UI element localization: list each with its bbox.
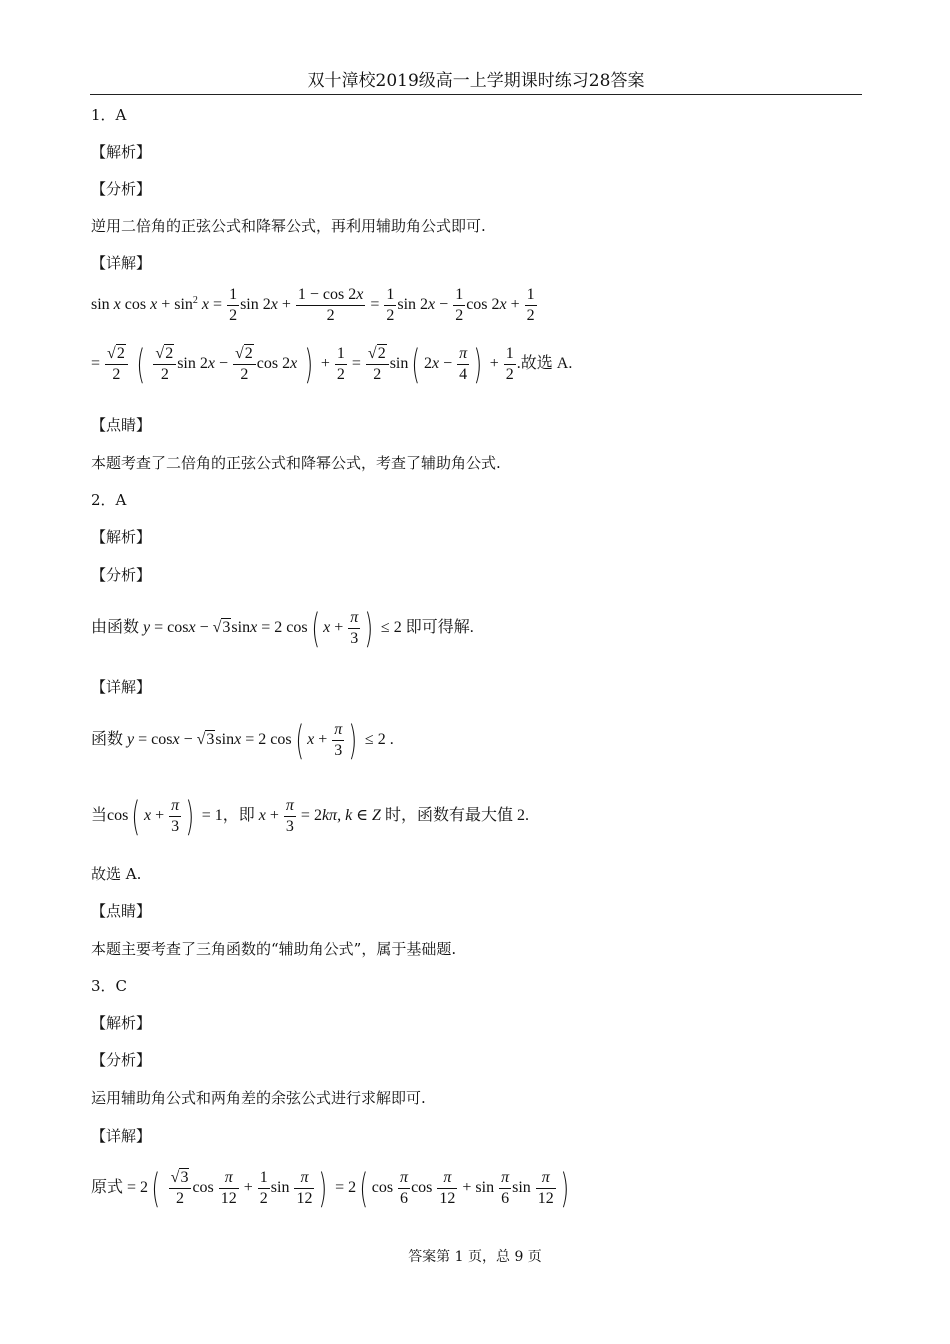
q3-lead: 原式	[91, 1179, 124, 1197]
q3-analysis: 运用辅助角公式和两角差的余弦公式进行求解即可.	[91, 1089, 426, 1107]
q1-conclusion: .故选 A.	[516, 355, 573, 373]
q2-formula-line2: 当cos( x + $\frac{\pi}{3}$ ) = 1，即 x + $\frac{\pi}{3}$ = 2kπ, k ∈ Z 时，函数有最大值 2.	[91, 793, 529, 840]
q3-fenxi-heading: 【分析】	[91, 1051, 152, 1069]
q2-conclusion: 故选 A.	[91, 865, 142, 883]
q2-line1-lead: 函数	[91, 731, 124, 749]
q1-comment: 本题考查了二倍角的正弦公式和降幂公式，考查了辅助角公式.	[91, 454, 501, 472]
page-header: 双十漳校2019级高一上学期课时练习28答案	[90, 70, 862, 95]
q2-line2-lead: 当	[91, 807, 108, 825]
q1-xiangjie-heading: 【详解】	[91, 254, 152, 272]
q1-analysis: 逆用二倍角的正弦公式和降幂公式，再利用辅助角公式即可.	[91, 217, 486, 235]
q3-jiexi-heading: 【解析】	[91, 1014, 152, 1032]
q3-formula: 原式 = 2( $\frac{√3}{2}$ cos $\frac{\pi}{12}$ + $\frac{1}{2}$ sin $\frac{\pi}{12}$ ) = 2( cos $\frac{\pi}{6}$ cos $\frac{\pi}{12}$ + sin $\frac{\pi}{6}$ sin $\frac{\pi}{12}$ )	[91, 1165, 569, 1212]
q3-answer: 3．C	[91, 977, 128, 995]
page-footer: 答案第 1 页，总 9 页	[408, 1249, 542, 1265]
q2-line2-mid: ，即	[222, 807, 255, 825]
q2-formula-line1: 函数 y = cosx − √3sinx = 2 cos( x + $\frac{\pi}{3}$ ) ≤ 2 .	[91, 717, 394, 764]
q1-formula-line1: sin x $\cos x + \sin^2 x$ = $\frac{1}{2}$ sin 2x + $\frac{1 - \cos 2x}{2}$ = $\frac{1}{2}$ sin 2x − $\frac{1}{2}$ cos 2x + $\frac{1}{2}$	[91, 286, 535, 324]
q2-line2-tail: 时，函数有最大值 2.	[384, 807, 529, 825]
q2-xiangjie-heading: 【详解】	[91, 678, 152, 696]
q1-answer: 1．A	[91, 106, 127, 124]
q3-xiangjie-heading: 【详解】	[91, 1127, 152, 1145]
q1-fenxi-heading: 【分析】	[91, 180, 152, 198]
q2-analysis-formula: 由函数 y = cosx − √3sinx = 2 cos( x + $\frac{\pi}{3}$ ) ≤ 2 即可得解.	[91, 605, 474, 652]
q1-formula-line2: = $\frac{√2}{2}$ ( $\frac{√2}{2}$ sin 2x − $\frac{√2}{2}$ cos 2x ) + $\frac{1}{2}$ = $\frac{√2}{2}$ sin( 2x − $\frac{\pi}{4}$ ) + $\frac{1}{2}$ .故选 A.	[91, 341, 573, 388]
q2-comment: 本题主要考查了三角函数的“辅助角公式”，属于基础题.	[91, 940, 457, 958]
q1-jiexi-heading: 【解析】	[91, 143, 152, 161]
q1-dianjing-heading: 【点睛】	[91, 416, 152, 434]
q2-fenxi-heading: 【分析】	[91, 566, 152, 584]
q2-lead: 由函数	[91, 619, 140, 637]
q2-jiexi-heading: 【解析】	[91, 528, 152, 546]
q2-answer: 2．A	[91, 491, 127, 509]
q2-lead-tail: 即可得解.	[405, 619, 474, 637]
q2-dianjing-heading: 【点睛】	[91, 902, 152, 920]
